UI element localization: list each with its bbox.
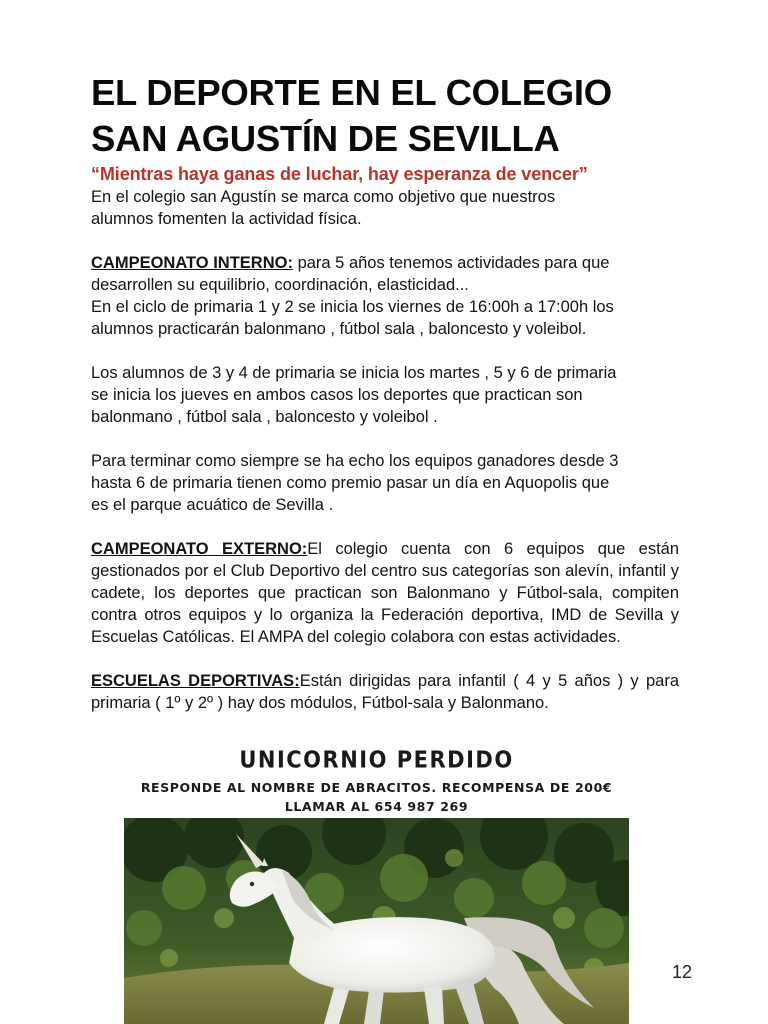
interno-line: Para terminar como siempre se ha echo los equipos ganadores desde 3 <box>91 452 619 470</box>
externo-heading: CAMPEONATO EXTERNO: <box>91 540 308 558</box>
externo-paragraph <box>91 538 679 648</box>
escuelas-text: Están dirigidas para infantil ( 4 y 5 años ) y para primaria ( 1º y 2º ) hay dos módulos, Fútbol-sala y Balonmano. <box>91 672 679 712</box>
interno-line: En el ciclo de primaria 1 y 2 se inicia los viernes de 16:00h a 17:00h los <box>91 298 614 316</box>
intro-line: En el colegio san Agustín se marca como objetivo que nuestros <box>91 188 556 206</box>
lost-unicorn-poster <box>124 748 629 1024</box>
unicorn-photo <box>124 818 629 1024</box>
interno-line: se inicia los jueves en ambos casos los deportes que practican son <box>91 386 583 404</box>
interno-line: hasta 6 de primaria tienen como premio pasar un día en Aquopolis que <box>91 474 610 492</box>
externo-text: El colegio cuenta con 6 equipos que están gestionados por el Club Deportivo del centro sus categorías son alevín, infantil y cadete, los deportes que practican son Balonmano y Fútbol-sala, compiten contra otros equipos y lo organiza la Federación deportiva, IMD de Sevilla y Escuelas Católicas. El AMPA del colegio colabora con estas actividades. <box>91 540 680 646</box>
article-quote: “Mientras haya ganas de luchar, hay esperanza de vencer” <box>91 164 588 184</box>
article-title <box>91 70 679 162</box>
interno-line: desarrollen su equilibrio, coordinación, elasticidad... <box>91 276 469 294</box>
title-line-2: SAN AGUSTÍN DE SEVILLA <box>91 118 560 159</box>
escuelas-heading: ESCUELAS DEPORTIVAS: <box>91 672 300 690</box>
interno-line: Los alumnos de 3 y 4 de primaria se inicia los martes , 5 y 6 de primaria <box>91 364 617 382</box>
interno-heading: CAMPEONATO INTERNO: <box>91 254 293 272</box>
escuelas-paragraph <box>91 670 679 714</box>
unicorn-illustration <box>124 818 629 1024</box>
poster-phone-line: LLAMAR AL 654 987 269 <box>284 799 469 814</box>
interno-paragraph-3 <box>91 450 679 516</box>
poster-reward-line: RESPONDE AL NOMBRE DE ABRACITOS. RECOMPENSA DE 200€ <box>140 780 613 795</box>
interno-paragraph-2 <box>91 362 679 428</box>
intro-line: alumnos fomenten la actividad física. <box>91 210 362 228</box>
interno-paragraph-1 <box>91 252 679 340</box>
poster-title: UNICORNIO PERDIDO <box>239 747 514 773</box>
interno-line: para 5 años tenemos actividades para que <box>292 254 610 272</box>
intro-paragraph <box>91 186 679 230</box>
page-number: 12 <box>672 962 693 982</box>
article <box>91 70 679 714</box>
interno-line: es el parque acuático de Sevilla . <box>91 496 334 514</box>
interno-line: alumnos practicarán balonmano , fútbol sala , baloncesto y voleibol. <box>91 320 587 338</box>
title-line-1: EL DEPORTE EN EL COLEGIO <box>91 72 612 113</box>
interno-line: balonmano , fútbol sala , baloncesto y voleibol . <box>91 408 438 426</box>
